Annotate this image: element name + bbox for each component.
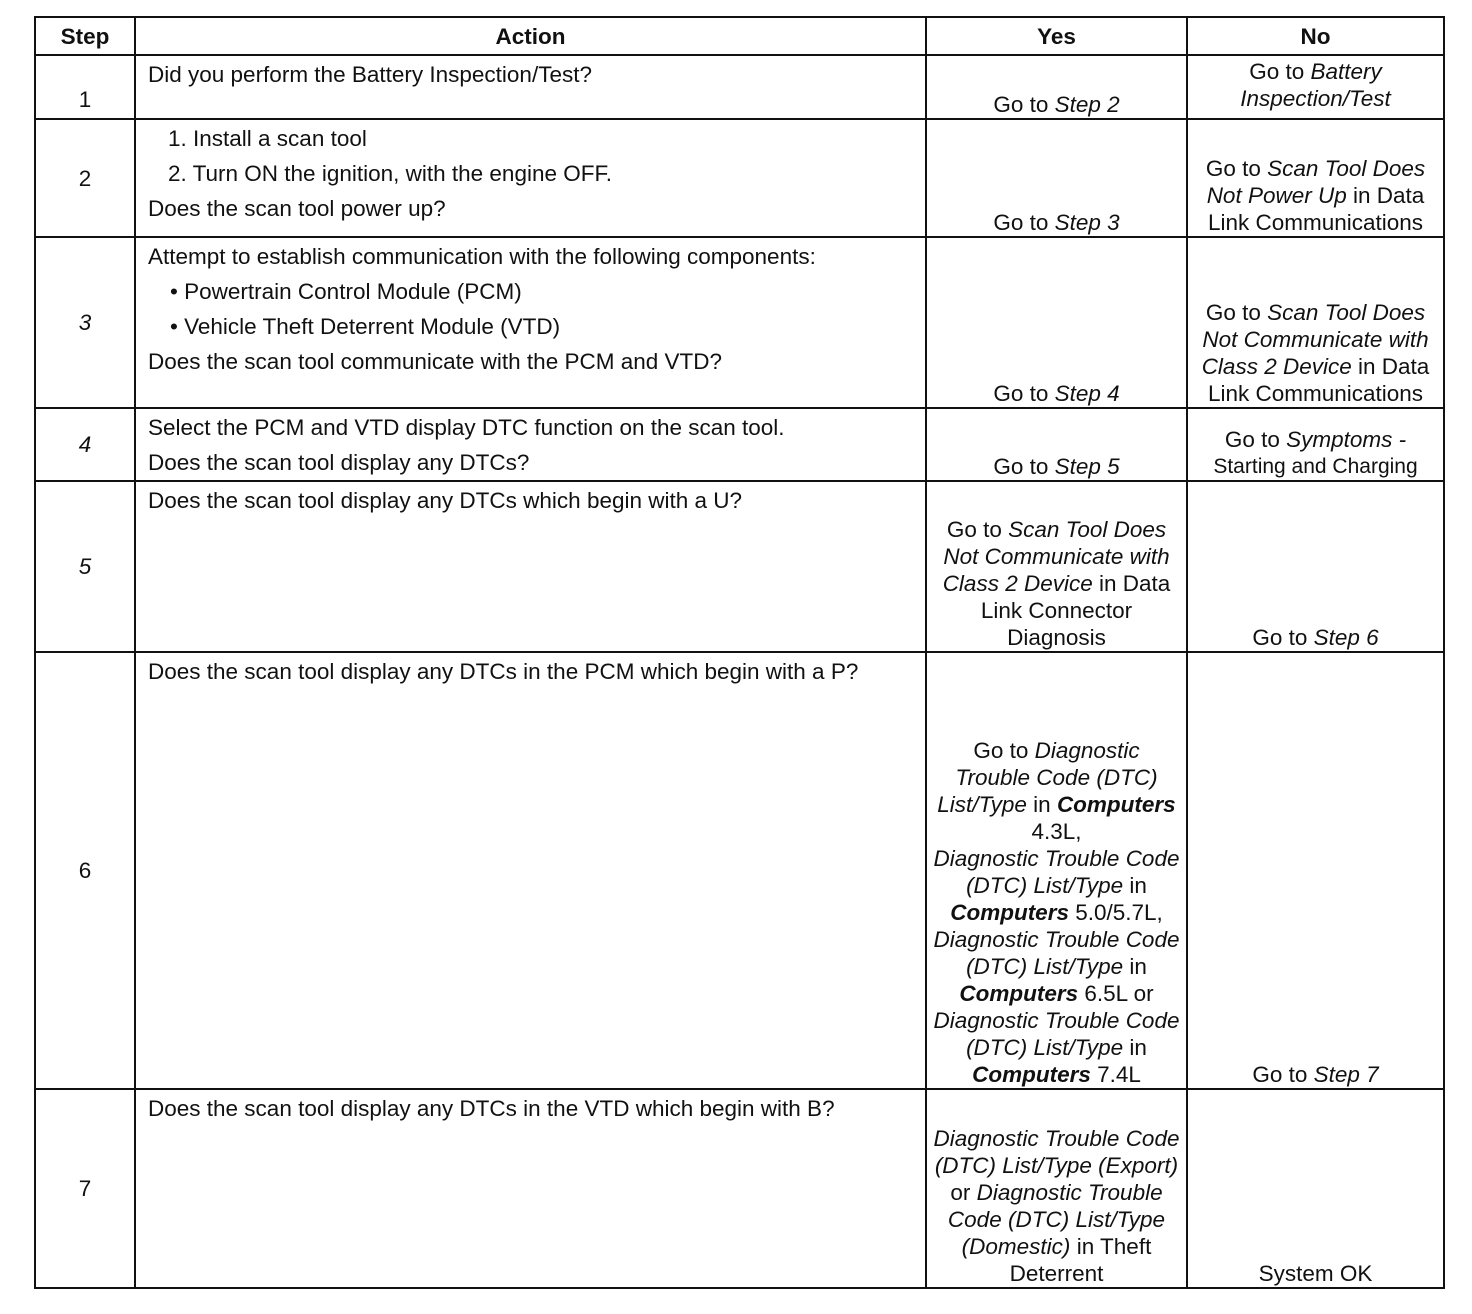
action-step-1: 1. Install a scan tool [168, 126, 367, 151]
yes-cell [926, 481, 1187, 652]
yes-computers-2: Computers [950, 900, 1069, 925]
yes-engine-4: 7.4L [1090, 1062, 1141, 1087]
action-cell [135, 652, 926, 1089]
yes-step-link[interactable]: Step 4 [1054, 381, 1120, 406]
yes-computers-3: Computers [959, 981, 1079, 1006]
yes-prefix: Go to [993, 454, 1055, 479]
action-question: Does the scan tool display any DTCs which begin with a U? [148, 488, 743, 513]
yes-prefix: Go to [973, 738, 1035, 763]
step-number: 2 [35, 119, 135, 237]
no-step-link[interactable]: Step 6 [1313, 625, 1379, 650]
step-number: 3 [35, 237, 135, 408]
action-question: Does the scan tool power up? [148, 196, 446, 221]
diagnostic-table [34, 16, 1445, 1289]
no-cell [1187, 481, 1444, 652]
yes-reference-link-2[interactable]: Diagnostic Trouble Code (DTC) List/Type [933, 846, 1180, 898]
no-reference-link[interactable]: Scan Tool Does Not Communicate with Class 2 Device [1201, 300, 1429, 379]
step-number: 7 [35, 1089, 135, 1288]
action-step-2: 2. Turn ON the ignition, with the engine OFF. [168, 161, 612, 186]
action-question: Did you perform the Battery Inspection/Test? [148, 62, 592, 87]
no-prefix: Go to [1249, 59, 1311, 84]
yes-prefix: Go to [993, 210, 1055, 235]
yes-reference-link-2[interactable]: Diagnostic Trouble Code (DTC) List/Type (Domestic) [947, 1180, 1166, 1259]
no-cell [1187, 55, 1444, 119]
yes-engine-3: 6.5L or [1078, 981, 1154, 1006]
table-row-step-4 [35, 408, 1444, 481]
step-number: 5 [35, 481, 135, 652]
table-row-step-6 [35, 652, 1444, 1089]
action-bullet-pcm: • Powertrain Control Module (PCM) [170, 279, 522, 304]
header-yes: Yes [926, 17, 1187, 55]
yes-reference-link-1[interactable]: Diagnostic Trouble Code (DTC) List/Type [937, 738, 1158, 817]
yes-reference-link-1[interactable]: Diagnostic Trouble Code (DTC) List/Type (Export) [933, 1126, 1180, 1178]
action-question: Does the scan tool display any DTCs in the PCM which begin with a P? [148, 659, 859, 684]
yes-suffix: in Data Link Connector Diagnosis [980, 571, 1171, 650]
no-cell [1187, 1089, 1444, 1288]
no-reference-link[interactable]: Symptoms - [1286, 427, 1407, 452]
action-cell [135, 408, 926, 481]
action-cell [135, 1089, 926, 1288]
step-number: 4 [35, 408, 135, 481]
yes-cell [926, 1089, 1187, 1288]
no-cell [1187, 119, 1444, 237]
yes-reference-link[interactable]: Scan Tool Does Not Communicate with Class 2 Device [942, 517, 1170, 596]
yes-or: or [950, 1180, 977, 1205]
no-prefix: Go to [1205, 300, 1268, 325]
header-row [35, 17, 1444, 55]
yes-prefix: Go to [993, 92, 1055, 117]
no-reference-link[interactable]: Battery Inspection/Test [1240, 59, 1391, 111]
table-row-step-5 [35, 481, 1444, 652]
yes-reference-link-3[interactable]: Diagnostic Trouble Code (DTC) List/Type [933, 927, 1180, 979]
yes-step-link[interactable]: Step 2 [1054, 92, 1120, 117]
no-cell [1187, 408, 1444, 481]
action-cell [135, 55, 926, 119]
yes-cell [926, 408, 1187, 481]
step-number-text: 1 [78, 86, 92, 112]
action-question: Does the scan tool display any DTCs? [148, 450, 530, 475]
no-reference-link[interactable]: Scan Tool Does Not Power Up [1206, 156, 1426, 208]
no-prefix: Go to [1224, 427, 1287, 452]
yes-in-1: in [1026, 792, 1057, 817]
header-action: Action [135, 17, 926, 55]
yes-prefix: Go to [993, 381, 1055, 406]
no-suffix: Starting and Charging [1213, 455, 1418, 478]
yes-engine-1: 4.3L, [1031, 819, 1082, 844]
no-suffix: in Data Link Communications [1207, 354, 1430, 406]
yes-computers-4: Computers [972, 1062, 1091, 1087]
table-row-step-1 [35, 55, 1444, 119]
no-cell [1187, 237, 1444, 408]
yes-in-4: in [1123, 1035, 1147, 1060]
header-no: No [1187, 17, 1444, 55]
no-prefix: Go to [1252, 1062, 1314, 1087]
step-number: 6 [35, 652, 135, 1089]
action-intro: Select the PCM and VTD display DTC function on the scan tool. [148, 415, 785, 440]
table-row-step-2 [35, 119, 1444, 237]
yes-cell [926, 652, 1187, 1089]
yes-cell [926, 119, 1187, 237]
yes-suffix: in Theft Deterrent [1009, 1234, 1152, 1286]
action-cell [135, 237, 926, 408]
action-question: Does the scan tool display any DTCs in the VTD which begin with B? [148, 1096, 835, 1121]
no-system-ok: System OK [1258, 1261, 1373, 1286]
action-cell [135, 119, 926, 237]
no-prefix: Go to [1205, 156, 1268, 181]
action-question: Does the scan tool communicate with the PCM and VTD? [148, 349, 723, 374]
table-row-step-3 [35, 237, 1444, 408]
yes-cell [926, 55, 1187, 119]
yes-in-2: in [1123, 873, 1147, 898]
no-cell [1187, 652, 1444, 1089]
yes-prefix: Go to [946, 517, 1009, 542]
action-intro: Attempt to establish communication with the following components: [148, 244, 816, 269]
yes-cell [926, 237, 1187, 408]
yes-step-link[interactable]: Step 5 [1054, 454, 1120, 479]
yes-computers-1: Computers [1056, 792, 1176, 817]
no-suffix: in Data Link Communications [1207, 183, 1425, 235]
yes-in-3: in [1123, 954, 1147, 979]
yes-step-link[interactable]: Step 3 [1054, 210, 1120, 235]
yes-reference-link-4[interactable]: Diagnostic Trouble Code (DTC) List/Type [933, 1008, 1180, 1060]
action-cell [135, 481, 926, 652]
yes-engine-2: 5.0/5.7L, [1068, 900, 1163, 925]
table-row-step-7 [35, 1089, 1444, 1288]
no-prefix: Go to [1252, 625, 1314, 650]
no-step-link[interactable]: Step 7 [1313, 1062, 1379, 1087]
step-number [35, 55, 135, 119]
action-bullet-vtd: • Vehicle Theft Deterrent Module (VTD) [170, 314, 561, 339]
header-step: Step [35, 17, 135, 55]
